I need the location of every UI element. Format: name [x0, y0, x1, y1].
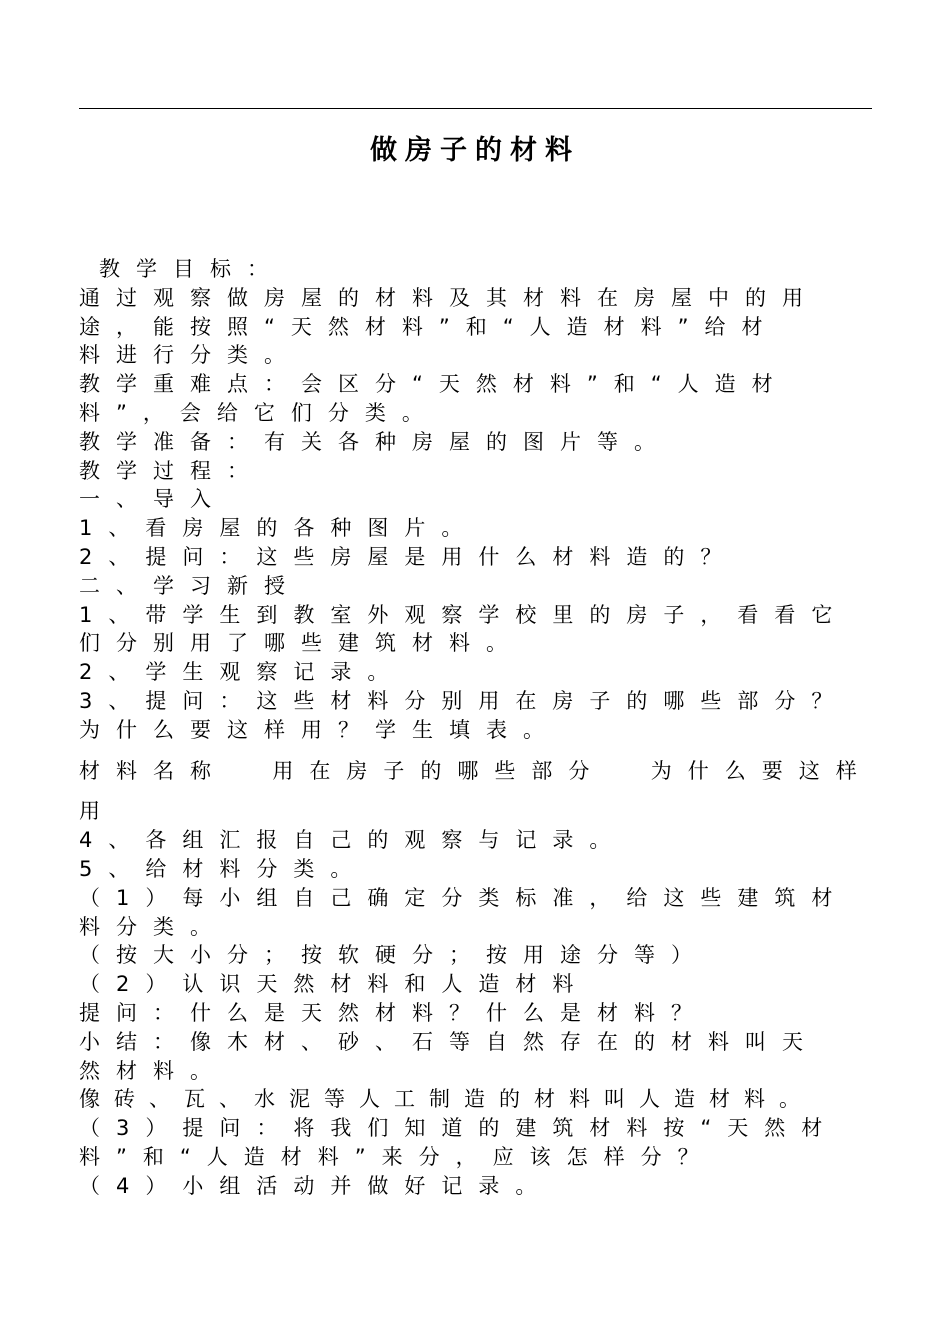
table-header-row: 用: [79, 799, 116, 824]
section-heading: 教学目标：: [99, 257, 284, 281]
header-rule: [79, 108, 872, 109]
paragraph-line: 教学重难点：会区分“天然材料”和“人造材: [79, 372, 789, 397]
list-item: 提问：什么是天然材料？什么是材料？: [79, 1000, 708, 1025]
paragraph-line: 教学准备：有关各种房屋的图片等。: [79, 429, 671, 454]
list-item: 料”和“人造材料”来分，应该怎样分？: [79, 1144, 715, 1169]
paragraph-line: 料进行分类。: [79, 343, 301, 368]
list-item: （按大小分；按软硬分；按用途分等）: [79, 943, 708, 968]
paragraph-line: 途，能按照“天然材料”和“人造材料”给材: [79, 314, 779, 339]
document-title: 做房子的材料: [370, 135, 580, 166]
list-item: 2、学生观察记录。: [79, 660, 405, 685]
table-header-row: 材料名称 用在房子的哪些部分 为什么要这样: [79, 758, 873, 783]
paragraph-line: 料”，会给它们分类。: [79, 400, 439, 425]
section-heading: 二、学习新授: [79, 573, 301, 598]
list-item: 们分别用了哪些建筑材料。: [79, 631, 523, 656]
document-body: [79, 255, 879, 1201]
list-item: 料分类。: [79, 914, 227, 939]
list-item: 4、各组汇报自己的观察与记录。: [79, 828, 627, 853]
list-item: （1）每小组自己确定分类标准，给这些建筑材: [79, 885, 849, 910]
list-item: 像砖、瓦、水泥等人工制造的材料叫人造材料。: [79, 1087, 814, 1112]
list-item: 2、提问：这些房屋是用什么材料造的？: [79, 544, 738, 569]
list-item: 然材料。: [79, 1058, 227, 1083]
list-item: 小结：像木材、砂、石等自然存在的材料叫天: [79, 1029, 819, 1054]
list-item: 为什么要这样用？学生填表。: [79, 717, 560, 742]
list-item: 5、给材料分类。: [79, 856, 368, 881]
list-item: （4）小组活动并做好记录。: [79, 1173, 553, 1198]
section-heading: 一、导入: [79, 487, 227, 512]
paragraph-line: 通过观察做房屋的材料及其材料在房屋中的用: [79, 285, 819, 310]
list-item: 1、带学生到教室外观察学校里的房子，看看它: [79, 602, 849, 627]
section-heading: 教学过程：: [79, 458, 264, 483]
list-item: 1、看房屋的各种图片。: [79, 516, 479, 541]
list-item: （2）认识天然材料和人造材料: [79, 972, 590, 997]
list-item: 3、提问：这些材料分别用在房子的哪些部分？: [79, 688, 849, 713]
list-item: （3）提问：将我们知道的建筑材料按“天然材: [79, 1116, 839, 1141]
